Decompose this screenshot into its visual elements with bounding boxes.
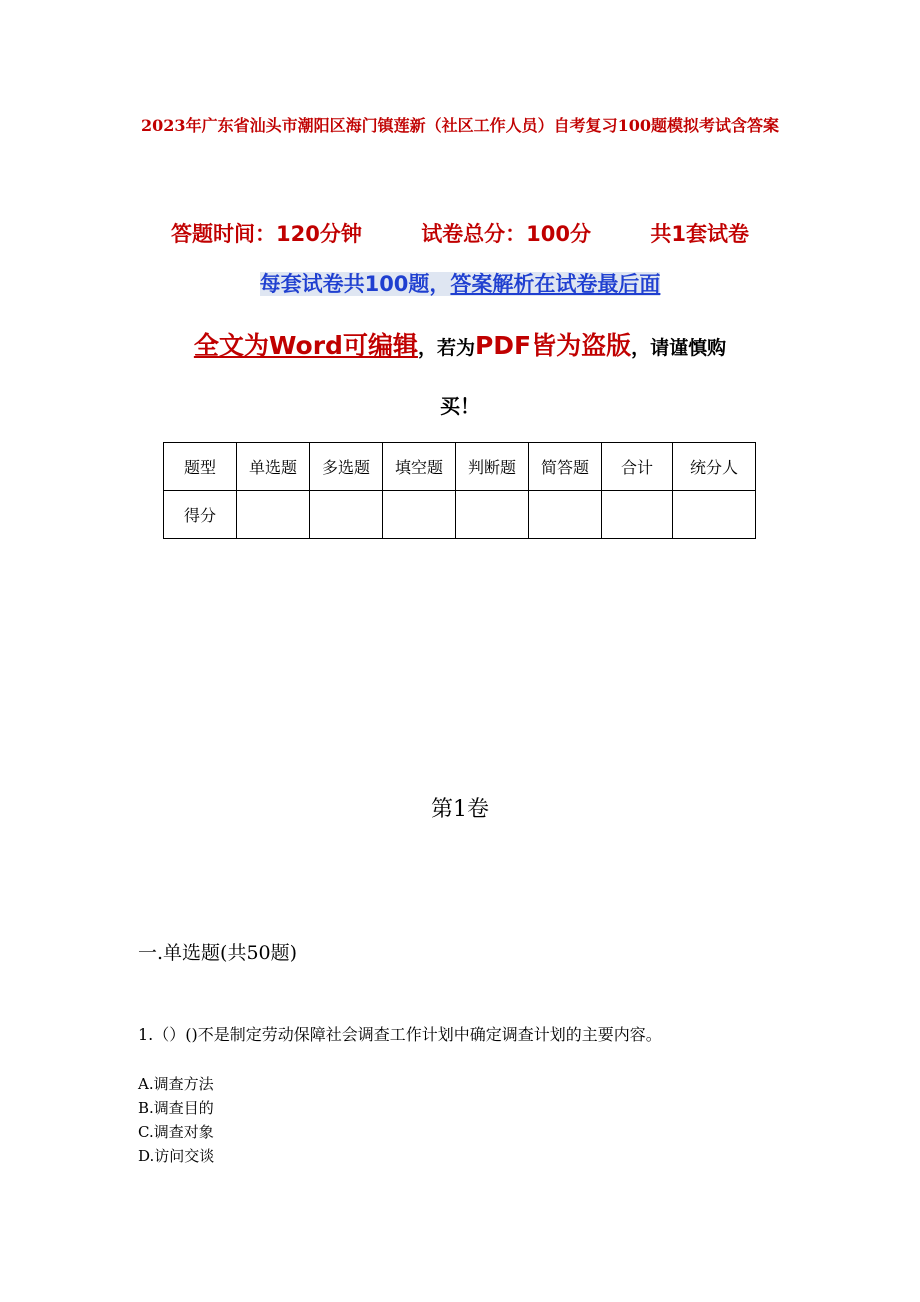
section-heading: 一.单选题(共50题) [138, 942, 298, 964]
exam-time: 答题时间：120分钟 [171, 222, 362, 246]
notice-end: 买！ [440, 394, 480, 418]
score-table-header-row [164, 443, 756, 491]
score-table [163, 442, 756, 539]
header-cell: 填空题 [383, 443, 456, 491]
question-count-line [0, 268, 920, 298]
question-options [138, 1072, 214, 1168]
option-d: D.访问交谈 [138, 1147, 215, 1165]
question-count-text: 每套试卷共100题， [259, 272, 451, 296]
word-editable-text: 全文为Word可编辑 [193, 331, 418, 360]
option-c: C.调查对象 [138, 1123, 214, 1141]
score-cell [673, 491, 756, 539]
exam-info-line [0, 218, 920, 248]
score-cell [456, 491, 529, 539]
header-cell: 统分人 [673, 443, 756, 491]
score-table-score-row [164, 491, 756, 539]
header-cell: 简答题 [529, 443, 602, 491]
question-text: 1.（）()不是制定劳动保障社会调查工作计划中确定调查计划的主要内容。 [138, 1025, 662, 1044]
score-cell [602, 491, 673, 539]
header-cell: 题型 [164, 443, 237, 491]
pdf-piracy-text: PDF皆为盗版 [474, 331, 632, 360]
notice-connector: ，若为 [417, 337, 475, 359]
volume-heading: 第1卷 [431, 797, 489, 822]
header-cell: 合计 [602, 443, 673, 491]
score-cell [529, 491, 602, 539]
option-b: B.调查目的 [138, 1099, 214, 1117]
header-cell: 单选题 [237, 443, 310, 491]
notice-caution: ，请谨慎购 [631, 337, 727, 359]
page-title: 2023年广东省汕头市潮阳区海门镇莲新（社区工作人员）自考复习100题模拟考试含答案 [141, 116, 779, 135]
row-label-cell: 得分 [164, 491, 237, 539]
exam-set-count: 共1套试卷 [650, 222, 749, 246]
copyright-notice [0, 326, 920, 362]
answer-location-text: 答案解析在试卷最后面 [450, 272, 661, 296]
exam-total-score: 试卷总分：100分 [421, 222, 592, 246]
score-cell [383, 491, 456, 539]
header-cell: 判断题 [456, 443, 529, 491]
option-a: A.调查方法 [138, 1075, 214, 1093]
score-cell [237, 491, 310, 539]
score-cell [310, 491, 383, 539]
header-cell: 多选题 [310, 443, 383, 491]
